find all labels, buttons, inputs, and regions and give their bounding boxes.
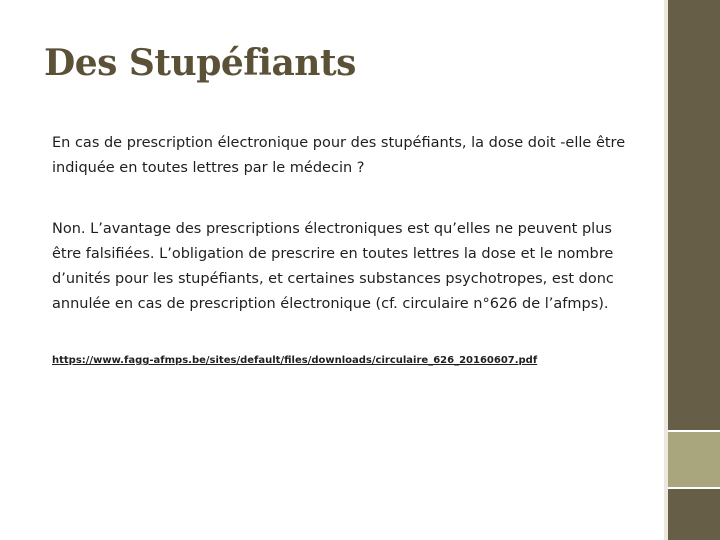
circulaire-link[interactable]: https://www.fagg-afmps.be/sites/default/files/downloads/circulaire_626_20160607.pdf — [52, 355, 538, 366]
side-band-accent — [668, 432, 720, 487]
question-text: En cas de prescription électronique pour des stupéfiants, la dose doit -elle être indiquée en toutes lettres par le médecin ? — [52, 135, 626, 176]
side-band-top — [668, 0, 720, 430]
slide-title: Des Stupéfiants — [44, 42, 356, 84]
answer-text: Non. L’avantage des prescriptions électroniques est qu’elles ne peuvent plus être falsifiées. L’obligation de prescrire en toutes lettres la dose et le nombre d’unités pour les stupéfiants, et certaines substances psychotropes, est donc annulée en cas de prescription électronique (cf. circulaire n°626 de l’afmps). — [52, 221, 614, 312]
side-band-bottom — [668, 489, 720, 540]
